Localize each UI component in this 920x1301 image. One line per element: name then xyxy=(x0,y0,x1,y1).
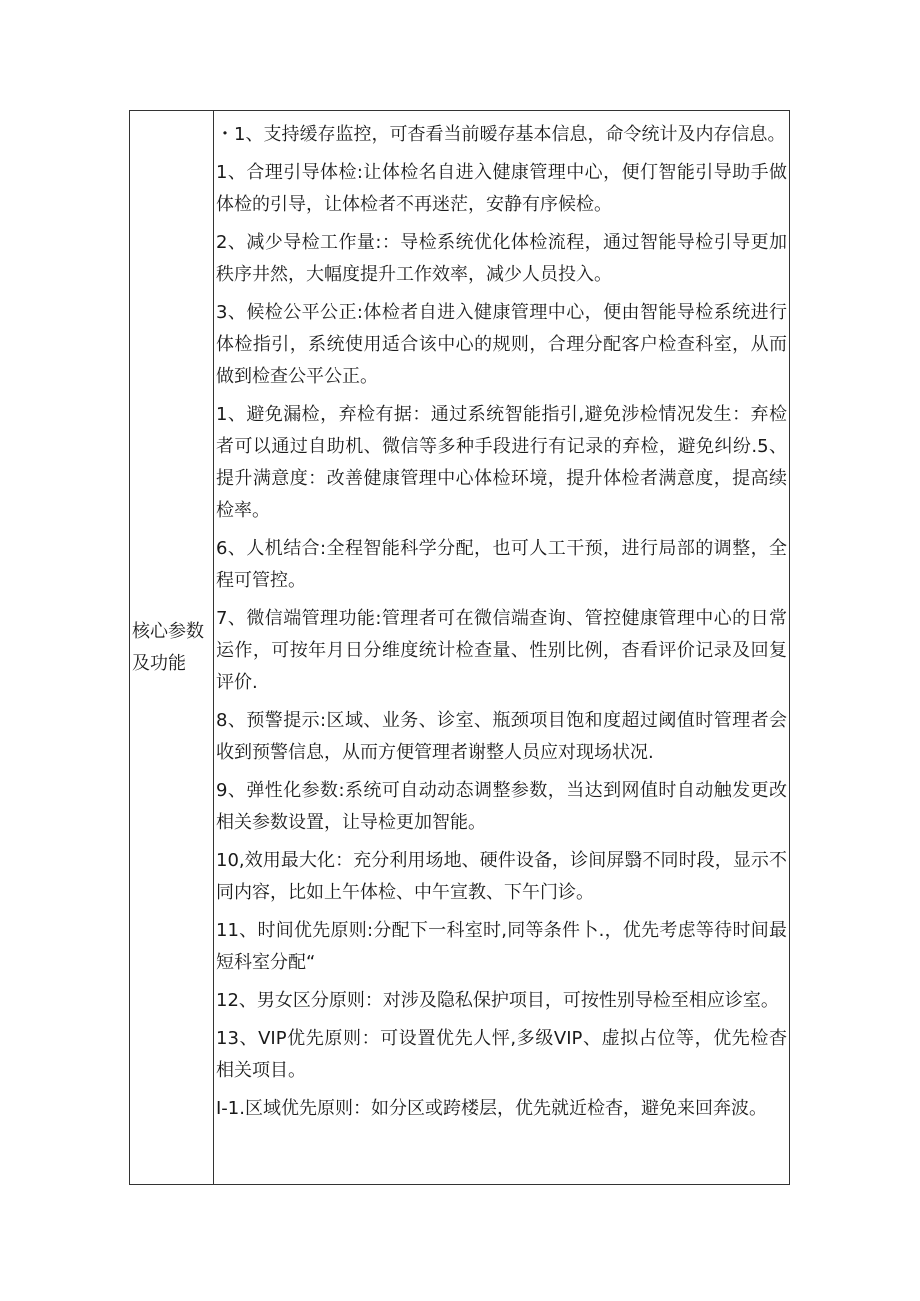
list-item: ・1、支持缓存监控，可杳看当前暧存基本信息，命令统计及内存信息。 xyxy=(216,124,786,145)
list-item: 3、候检公平公正:体检者自进入健康管理中心，便由智能导检系统进行体检指引，系统使用适合该中心的规则，合理分配客户检查科室，从而做到检查公平公正。 xyxy=(216,302,787,387)
table-row xyxy=(130,111,790,1185)
list-item: 11、时间优先原则:分配下一科室时,同等条件卜.，优先考虑等待时间最短科室分配“ xyxy=(216,920,787,973)
parameter-table xyxy=(129,110,790,1185)
row-label: 核心参数及功能 xyxy=(132,620,204,674)
list-item: 1、合理引导体检:让体检名自进入健康管理中心，便仃智能引导助手做体检的引导，让体检者不再迷茫，安静有序候检。 xyxy=(216,162,787,215)
label-cell xyxy=(130,111,214,1185)
list-item: I-1.区域优先原则：如分区或跨楼层，优先就近检杳，避免来回奔波。 xyxy=(216,1098,767,1119)
list-item: 2、减少导检工作量:：导检系统优化体检流程，通过智能导检引导更加秩序井然，大幅度提升工作效率，减少人员投入。 xyxy=(216,232,787,285)
list-item: 6、人机结合:全程智能科学分配，也可人工干预，进行局部的调整，全程可管控。 xyxy=(216,538,787,591)
list-item: 12、男女区分原则：对涉及隐私保护项目，可按性别导检至相应诊室。 xyxy=(216,990,779,1011)
list-item: 1、避免漏检，弃检有据：通过系统智能指引,避免涉检情况发生：弃检者可以通过自助机、微信等多种手段进行有记录的弃检，避免纠纷.5、提升满意度：改善健康管理中心体检环境，提升体检者满意度，提高续检率。 xyxy=(216,404,787,521)
list-item: 13、VIP优先原则：可设置优先人怦,多级VIP、虚拟占位等，优先检杳相关项目。 xyxy=(216,1028,787,1081)
list-item: 8、预警提示:区域、业务、诊室、瓶颈项目饱和度超过阈值时管理者会收到预警信息，从而方便管理者谢整人员应对现场状况. xyxy=(216,710,787,763)
list-item: 7、微信端管理功能:管理者可在微信端查询、管控健康管理中心的日常运作，可按年月日分维度统计检查量、性别比例，杳看评价记录及回复评价. xyxy=(216,608,787,693)
content-cell xyxy=(214,111,790,1185)
list-item: 9、弹性化参数:系统可自动动态调整参数，当达到网值时自动触发更改相关参数设置，让导检更加智能。 xyxy=(216,780,787,833)
list-item: 10,效用最大化：充分利用场地、硬件设备，诊间屏翳不同时段，显示不同内容，比如上午体检、中午宣教、下午门诊。 xyxy=(216,850,787,903)
